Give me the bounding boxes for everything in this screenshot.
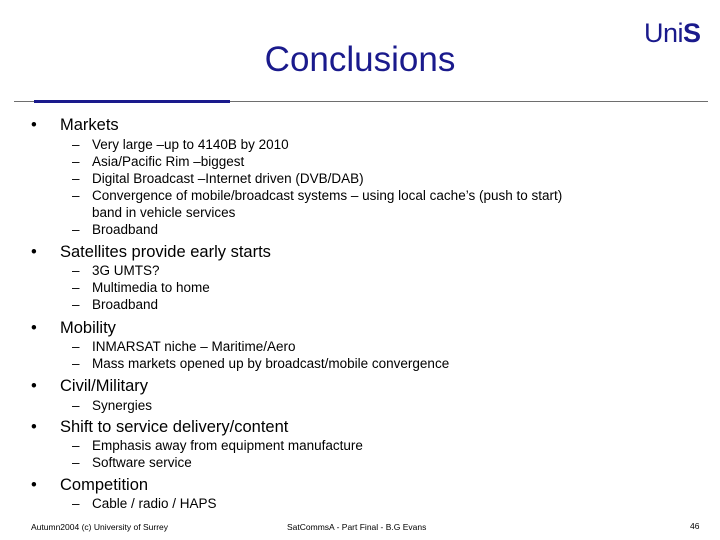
- bullet-label: Shift to service delivery/content: [60, 418, 289, 436]
- bullet-icon: •: [31, 319, 37, 337]
- dash-icon: –: [72, 398, 80, 413]
- dash-icon: –: [72, 171, 80, 186]
- dash-icon: –: [72, 280, 80, 295]
- list-item-text: Emphasis away from equipment manufacture: [92, 438, 363, 453]
- dash-icon: –: [72, 137, 80, 152]
- dash-icon: –: [72, 496, 80, 511]
- list-item-text: Mass markets opened up by broadcast/mobile convergence: [92, 356, 450, 371]
- dash-icon: –: [72, 438, 80, 453]
- logo-prefix: Uni: [644, 18, 684, 48]
- slide-title: Conclusions: [264, 40, 456, 79]
- dash-icon: –: [72, 154, 80, 169]
- dash-icon: –: [72, 263, 80, 278]
- list-item-text: Asia/Pacific Rim –biggest: [92, 154, 245, 169]
- list-item-text: Convergence of mobile/broadcast systems – using local cache’s (push to start): [92, 188, 563, 203]
- list-item-text: band in vehicle services: [92, 205, 236, 220]
- list-item-text: Broadband: [92, 297, 159, 312]
- logo-suffix: S: [683, 18, 701, 48]
- bullet-icon: •: [31, 377, 37, 395]
- bullet-icon: •: [31, 418, 37, 436]
- dash-icon: –: [72, 455, 80, 470]
- list-item-text: Cable / radio / HAPS: [92, 496, 217, 511]
- bullet-label: Civil/Military: [60, 377, 148, 395]
- dash-icon: –: [72, 222, 80, 237]
- list-item-text: INMARSAT niche – Maritime/Aero: [92, 339, 296, 354]
- list-item-text: Very large –up to 4140B by 2010: [92, 137, 289, 152]
- footer-course-title: SatCommsA - Part Final - B.G Evans: [287, 522, 427, 532]
- bullet-icon: •: [31, 116, 37, 134]
- dash-icon: –: [72, 188, 80, 203]
- bullet-label: Satellites provide early starts: [60, 243, 271, 261]
- list-item-text: 3G UMTS?: [92, 263, 160, 278]
- footer-copyright: Autumn2004 (c) University of Surrey: [31, 522, 168, 532]
- bullet-icon: •: [31, 476, 37, 494]
- dash-icon: –: [72, 297, 80, 312]
- list-item-text: Broadband: [92, 222, 159, 237]
- page-number: 46: [690, 521, 700, 531]
- bullet-label: Mobility: [60, 319, 116, 337]
- list-item-text: Digital Broadcast –Internet driven (DVB/DAB): [92, 171, 364, 186]
- bullet-icon: •: [31, 243, 37, 261]
- list-item-text: Synergies: [92, 398, 153, 413]
- dash-icon: –: [72, 339, 80, 354]
- bullet-label: Competition: [60, 476, 149, 494]
- dash-icon: –: [72, 356, 80, 371]
- bullet-label: Markets: [60, 116, 119, 134]
- list-item-text: Multimedia to home: [92, 280, 210, 295]
- list-item-text: Software service: [92, 455, 192, 470]
